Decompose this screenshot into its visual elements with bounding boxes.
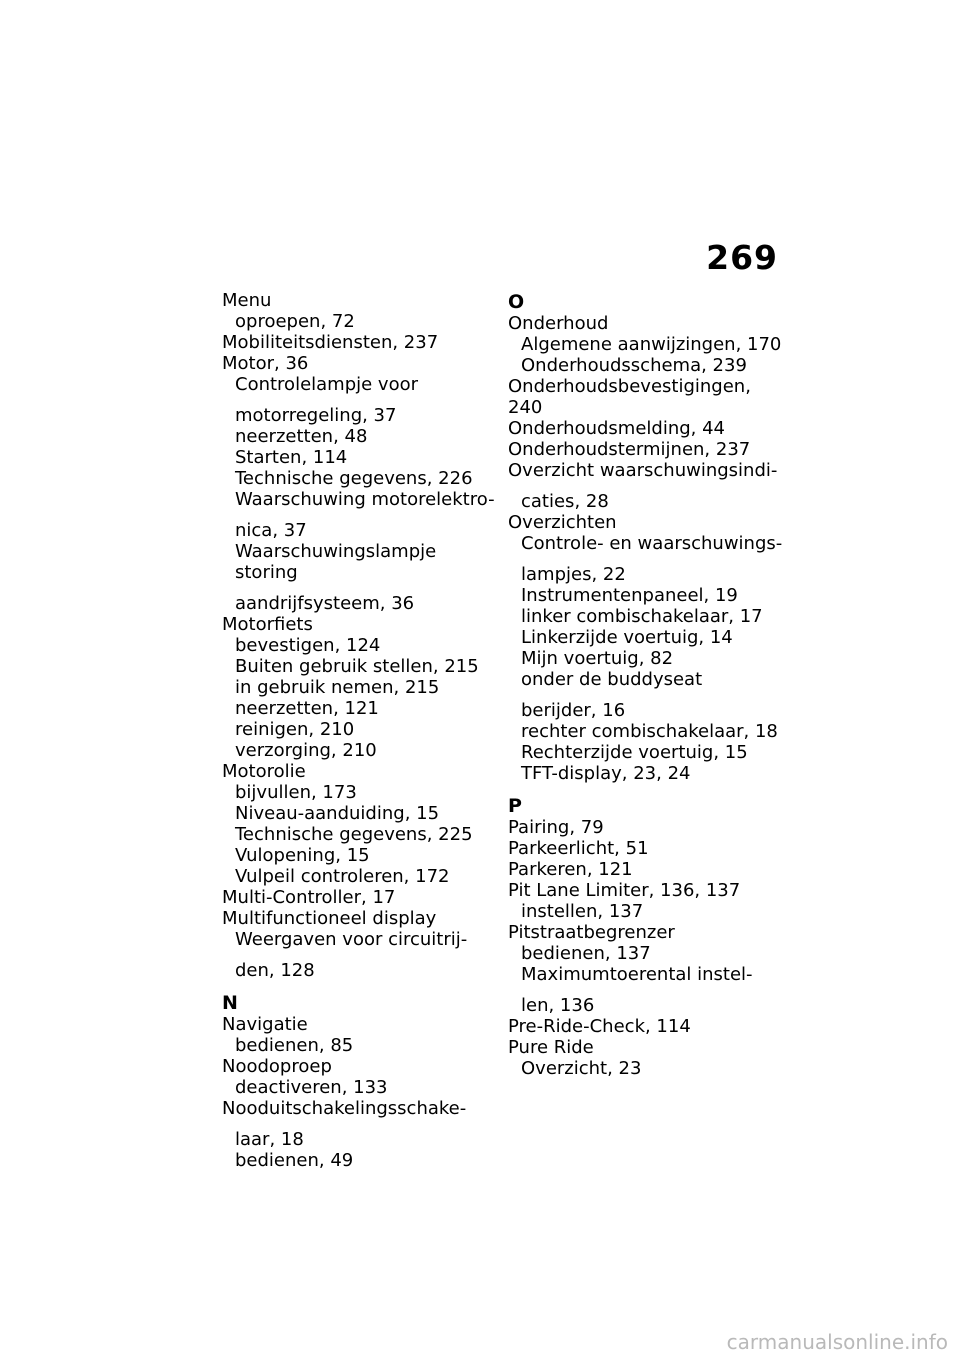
subentry bbox=[508, 763, 783, 784]
entry-main: Pairing, 79 bbox=[508, 817, 604, 838]
entry-main: Onderhoud bbox=[508, 313, 609, 334]
index-entry bbox=[508, 1037, 783, 1079]
subentry bbox=[222, 468, 497, 489]
subentry bbox=[222, 1077, 497, 1098]
subentry-list bbox=[222, 1035, 497, 1056]
entry-main: Parkeerlicht, 51 bbox=[508, 838, 649, 859]
subentry-text: bedienen, 85 bbox=[235, 1035, 354, 1056]
subentry-text: Weergaven voor circuitrij- bbox=[235, 929, 468, 950]
subentry bbox=[222, 374, 497, 426]
subentry-text: deactiveren, 133 bbox=[235, 1077, 388, 1098]
subentry bbox=[222, 1035, 497, 1056]
subentry-text: instellen, 137 bbox=[521, 901, 644, 922]
subentry bbox=[508, 901, 783, 922]
entry-main: Onderhoudsmelding, 44 bbox=[508, 418, 726, 439]
subentry-text: Controlelampje voor bbox=[235, 374, 419, 395]
subentry bbox=[222, 845, 497, 866]
subentry bbox=[222, 1150, 497, 1171]
subentry bbox=[508, 1058, 783, 1079]
subentry bbox=[222, 740, 497, 761]
subentry bbox=[222, 541, 497, 614]
section-letter: N bbox=[222, 992, 238, 1014]
subentry-text: Rechterzijde voertuig, 15 bbox=[521, 742, 748, 763]
entry-main: Menu bbox=[222, 290, 272, 311]
section-letter: O bbox=[508, 291, 525, 313]
subentry-text: Buiten gebruik stellen, 215 bbox=[235, 656, 479, 677]
subentry-text: neerzetten, 121 bbox=[235, 698, 379, 719]
entry-main: Overzichten bbox=[508, 512, 617, 533]
subentry-text: in gebruik nemen, 215 bbox=[235, 677, 440, 698]
subentry bbox=[222, 929, 497, 981]
subentry-text: neerzetten, 48 bbox=[235, 426, 368, 447]
subentry-text: Technische gegevens, 226 bbox=[235, 468, 473, 489]
subentry bbox=[508, 606, 783, 627]
subentry-list bbox=[222, 374, 497, 614]
index-entry bbox=[508, 817, 783, 838]
subentry-text: reinigen, 210 bbox=[235, 719, 355, 740]
entry-main: Navigatie bbox=[222, 1014, 308, 1035]
entry-main: Nooduitschakelingsschake- bbox=[222, 1098, 467, 1119]
subentry bbox=[508, 943, 783, 964]
subentry-text: bijvullen, 173 bbox=[235, 782, 357, 803]
entry-main: Multi-Controller, 17 bbox=[222, 887, 396, 908]
subentry-continued: berijder, 16 bbox=[521, 700, 626, 721]
subentry-text: Niveau-aanduiding, 15 bbox=[235, 803, 440, 824]
entry-main: Overzicht waarschuwingsindi- bbox=[508, 460, 778, 481]
index-entry bbox=[222, 1014, 497, 1056]
subentry-text: Maximumtoerental instel- bbox=[521, 964, 753, 985]
index-entry bbox=[222, 290, 497, 332]
subentry bbox=[222, 803, 497, 824]
entry-main: Noodoproep bbox=[222, 1056, 332, 1077]
subentry-text: bevestigen, 124 bbox=[235, 635, 381, 656]
index-entry bbox=[222, 614, 497, 761]
subentry-text: Vulopening, 15 bbox=[235, 845, 370, 866]
subentry-continued: den, 128 bbox=[235, 960, 315, 981]
index-entry bbox=[508, 512, 783, 784]
subentry bbox=[222, 426, 497, 447]
subentry-continued: motorregeling, 37 bbox=[235, 405, 397, 426]
index-entry bbox=[508, 313, 783, 376]
page-number: 269 bbox=[706, 238, 778, 277]
entry-main: Onderhoudsbevestigingen, 240 bbox=[508, 376, 751, 418]
index-entry bbox=[222, 353, 497, 614]
subentry bbox=[222, 677, 497, 698]
subentry bbox=[508, 648, 783, 669]
subentry bbox=[222, 447, 497, 468]
subentry-text: rechter combischakelaar, 18 bbox=[521, 721, 778, 742]
subentry bbox=[222, 656, 497, 677]
index-entry bbox=[508, 880, 783, 922]
index-entry bbox=[222, 887, 497, 908]
subentry bbox=[222, 866, 497, 887]
subentry-list bbox=[222, 1150, 497, 1171]
subentry bbox=[508, 627, 783, 648]
index-column-left bbox=[222, 290, 497, 1171]
subentry-text: bedienen, 49 bbox=[235, 1150, 354, 1171]
entry-main: Parkeren, 121 bbox=[508, 859, 633, 880]
subentry-text: Waarschuwing motorelektro- bbox=[235, 489, 495, 510]
subentry bbox=[222, 698, 497, 719]
subentry-text: Mijn voertuig, 82 bbox=[521, 648, 674, 669]
subentry bbox=[508, 669, 783, 721]
subentry-text: linker combischakelaar, 17 bbox=[521, 606, 763, 627]
subentry bbox=[222, 635, 497, 656]
entry-main-continued: caties, 28 bbox=[521, 491, 609, 512]
watermark: carmanualsonline.info bbox=[726, 1330, 948, 1354]
entry-main: Pure Ride bbox=[508, 1037, 594, 1058]
index-entry bbox=[508, 418, 783, 439]
subentry-text: Controle- en waarschuwings- bbox=[521, 533, 783, 554]
index-entry bbox=[508, 838, 783, 859]
entry-main: Pre-Ride-Check, 114 bbox=[508, 1016, 691, 1037]
subentry-list bbox=[508, 533, 783, 784]
index-entry bbox=[222, 1098, 497, 1171]
subentry-text: Algemene aanwijzingen, 170 bbox=[521, 334, 782, 355]
entry-main: Motorfiets bbox=[222, 614, 313, 635]
subentry bbox=[222, 489, 497, 541]
index-column-right bbox=[508, 290, 783, 1079]
entry-main: Multifunctioneel display bbox=[222, 908, 437, 929]
subentry-continued: lampjes, 22 bbox=[521, 564, 626, 585]
subentry-continued: nica, 37 bbox=[235, 520, 307, 541]
subentry-list bbox=[222, 929, 497, 981]
subentry-list bbox=[508, 901, 783, 922]
subentry bbox=[508, 334, 783, 355]
subentry bbox=[508, 721, 783, 742]
subentry bbox=[222, 311, 497, 332]
subentry-text: Instrumentenpaneel, 19 bbox=[521, 585, 738, 606]
subentry-text: TFT-display, 23, 24 bbox=[521, 763, 691, 784]
subentry-list bbox=[222, 1077, 497, 1098]
subentry-text: Waarschuwingslampje storing bbox=[235, 541, 437, 583]
subentry-text: oproepen, 72 bbox=[235, 311, 355, 332]
subentry bbox=[508, 585, 783, 606]
index-entry bbox=[508, 460, 783, 512]
subentry-text: Vulpeil controleren, 172 bbox=[235, 866, 450, 887]
index-entry bbox=[508, 1016, 783, 1037]
section-letter: P bbox=[508, 795, 522, 817]
entry-main: Motor, 36 bbox=[222, 353, 309, 374]
subentry bbox=[508, 742, 783, 763]
subentry-text: onder de buddyseat bbox=[521, 669, 703, 690]
subentry-text: Overzicht, 23 bbox=[521, 1058, 642, 1079]
subentry-list bbox=[222, 782, 497, 887]
subentry-text: Starten, 114 bbox=[235, 447, 348, 468]
subentry-list bbox=[222, 311, 497, 332]
subentry-text: bedienen, 137 bbox=[521, 943, 651, 964]
subentry-text: verzorging, 210 bbox=[235, 740, 377, 761]
subentry bbox=[222, 719, 497, 740]
subentry-text: Technische gegevens, 225 bbox=[235, 824, 473, 845]
entry-main: Pitstraatbegrenzer bbox=[508, 922, 675, 943]
index-entry bbox=[508, 859, 783, 880]
index-entry bbox=[222, 332, 497, 353]
entry-main-continued: laar, 18 bbox=[235, 1129, 304, 1150]
subentry bbox=[222, 824, 497, 845]
index-entry bbox=[222, 908, 497, 981]
index-entry bbox=[508, 439, 783, 460]
subentry-list bbox=[508, 334, 783, 376]
subentry-text: Linkerzijde voertuig, 14 bbox=[521, 627, 733, 648]
subentry bbox=[508, 355, 783, 376]
subentry bbox=[222, 782, 497, 803]
entry-main: Mobiliteitsdiensten, 237 bbox=[222, 332, 439, 353]
index-entry bbox=[222, 1056, 497, 1098]
entry-main: Motorolie bbox=[222, 761, 306, 782]
index-entry bbox=[508, 376, 783, 418]
subentry bbox=[508, 533, 783, 585]
subentry bbox=[508, 964, 783, 1016]
subentry-continued: len, 136 bbox=[521, 995, 595, 1016]
index-entry bbox=[508, 922, 783, 1016]
subentry-continued: aandrijfsysteem, 36 bbox=[235, 593, 415, 614]
index-entry bbox=[222, 761, 497, 887]
subentry-list bbox=[222, 635, 497, 761]
subentry-list bbox=[508, 1058, 783, 1079]
subentry-list bbox=[508, 943, 783, 1016]
subentry-text: Onderhoudsschema, 239 bbox=[521, 355, 747, 376]
entry-main: Onderhoudstermijnen, 237 bbox=[508, 439, 751, 460]
entry-main: Pit Lane Limiter, 136, 137 bbox=[508, 880, 741, 901]
